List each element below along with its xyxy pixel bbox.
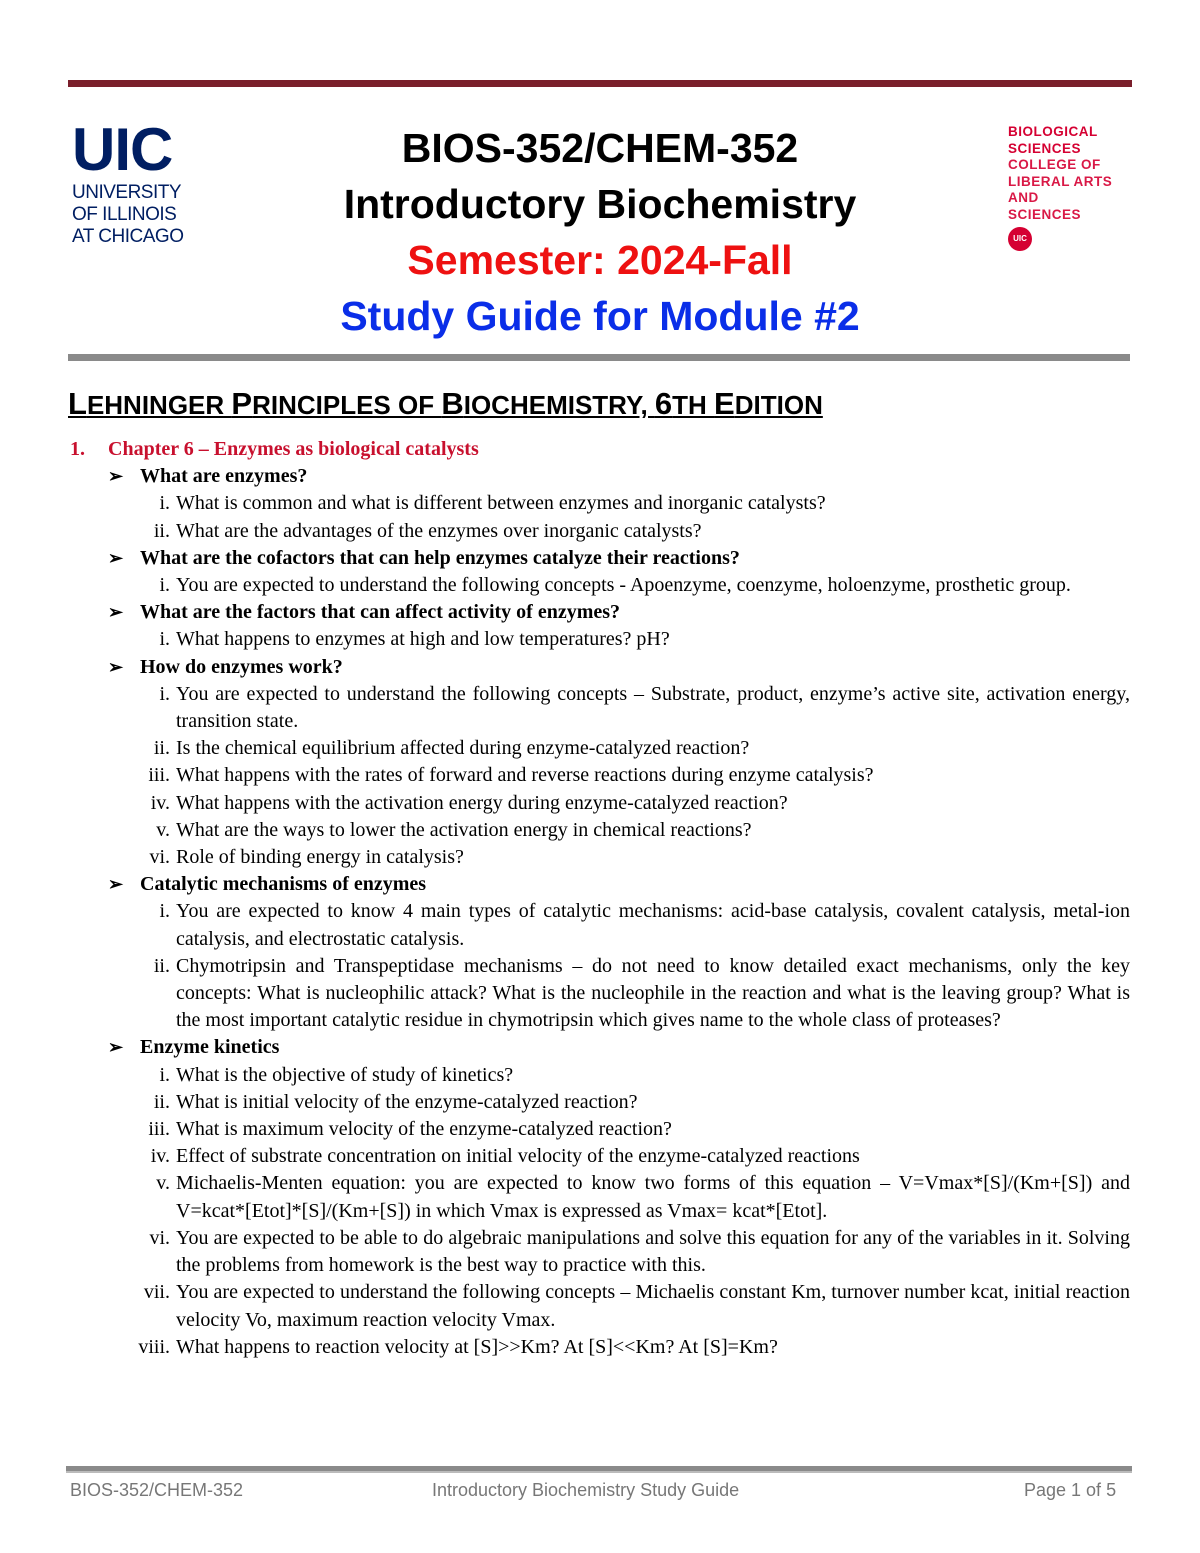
study-guide-content	[68, 436, 1130, 1361]
list-item	[68, 1170, 1130, 1224]
header-rule	[68, 354, 1130, 361]
list-item-numeral: vii.	[143, 1281, 170, 1304]
list-item-numeral: ii.	[153, 954, 170, 977]
page-number: Page 1 of 5	[1024, 1480, 1117, 1500]
list-item-numeral: ii.	[153, 737, 170, 760]
arrow-bullet-icon: ➢	[108, 656, 124, 677]
list-item-numeral: i.	[159, 492, 170, 515]
list-item-numeral: iv.	[150, 791, 170, 814]
uic-logo-mark: UIC	[72, 116, 173, 183]
course-title: Introductory Biochemistry	[343, 181, 857, 227]
section-heading-text: What are the factors that can affect activity of enzymes?	[140, 601, 621, 624]
list-item-numeral: iii.	[148, 1118, 170, 1141]
top-rule	[68, 80, 1132, 87]
list-item-numeral: ii.	[153, 1090, 170, 1113]
list-item-numeral: i.	[159, 682, 170, 705]
list-item	[68, 735, 1130, 762]
list-item	[68, 844, 1130, 871]
book-title-cap: 6	[654, 386, 673, 421]
book-title-rest: DITION	[734, 390, 823, 420]
section-heading	[68, 871, 1130, 898]
book-title-rest: EHNINGER	[86, 390, 232, 420]
list-item	[68, 1062, 1130, 1089]
list-item-text: What are the advantages of the enzymes over inorganic catalysts?	[176, 519, 702, 542]
arrow-bullet-icon: ➢	[108, 547, 124, 568]
list-item-text: What is common and what is different between enzymes and inorganic catalysts?	[176, 492, 826, 515]
arrow-bullet-icon: ➢	[108, 1037, 124, 1058]
list-item-numeral: i.	[159, 628, 170, 651]
list-item-numeral: ii.	[153, 519, 170, 542]
list-item-text: What is the objective of study of kinetics?	[176, 1063, 514, 1086]
section-heading	[68, 654, 1130, 681]
list-item	[68, 1279, 1130, 1333]
section-heading-text: How do enzymes work?	[140, 655, 343, 678]
book-title-rest: IOCHEMISTRY,	[463, 390, 655, 420]
footer-rule	[66, 1466, 1132, 1473]
book-title-cap: B	[441, 386, 464, 421]
chapter-title: Chapter 6 – Enzymes as biological catalysts	[108, 438, 479, 460]
list-item-text: What are the ways to lower the activation energy in chemical reactions?	[176, 818, 752, 841]
list-item-numeral: i.	[159, 574, 170, 597]
list-item	[68, 572, 1130, 599]
list-item	[68, 1225, 1130, 1279]
list-item-text: You are expected to be able to do algebraic manipulations and solve this equation for any of the variables in it. Solving the problems from homework is the best way to practice with this.	[176, 1226, 1130, 1277]
course-code: BIOS-352/CHEM-352	[401, 125, 799, 171]
list-item-text: What happens to enzymes at high and low temperatures? pH?	[176, 628, 670, 651]
section-heading-text: What are the cofactors that can help enzymes catalyze their reactions?	[140, 546, 740, 569]
list-item-text: You are expected to understand the following concepts - Apoenzyme, coenzyme, holoenzyme, prosthetic group.	[176, 574, 1071, 597]
list-item-numeral: vi.	[149, 846, 170, 869]
list-item-numeral: i.	[159, 900, 170, 923]
semester: Semester: 2024-Fall	[407, 237, 793, 283]
book-title-cap: P	[231, 386, 253, 421]
section-heading-text: What are enzymes?	[140, 465, 308, 488]
list-item-text: You are expected to know 4 main types of catalytic mechanisms: acid-base catalysis, covalent catalysis, metal-ion catalysis, and electrostatic catalysis.	[176, 900, 1130, 950]
list-item-numeral: iv.	[150, 1145, 170, 1168]
logo-text-line: LIBERAL ARTS	[1008, 173, 1113, 189]
list-item-text: Michaelis-Menten equation: you are expected to know two forms of this equation – V=Vmax*[S]/(Km+[S]) and V=kcat*[Etot]*[S]/(Km+[S]) in which Vmax is expressed as Vmax= kcat*[Etot].	[176, 1172, 1130, 1222]
book-title-cap: E	[714, 386, 735, 421]
uic-logo-line3: AT CHICAGO	[72, 226, 184, 247]
book-title-rest: TH	[672, 390, 715, 420]
arrow-bullet-icon: ➢	[108, 602, 124, 623]
uic-logo-line2: OF ILLINOIS	[72, 204, 177, 225]
list-item	[68, 762, 1130, 789]
chapter-number: 1.	[70, 438, 85, 460]
list-item	[68, 1143, 1130, 1170]
uic-badge-icon: UIC	[1008, 227, 1032, 251]
list-item	[68, 817, 1130, 844]
arrow-bullet-icon: ➢	[108, 466, 124, 487]
logo-text-line: AND	[1008, 190, 1039, 205]
list-item-numeral: v.	[156, 1172, 170, 1195]
footer-center: Introductory Biochemistry Study Guide	[432, 1480, 740, 1500]
section-heading	[68, 1034, 1130, 1061]
list-item-numeral: vi.	[149, 1226, 170, 1249]
list-item-numeral: iii.	[148, 764, 170, 787]
list-item-text: What happens with the rates of forward and reverse reactions during enzyme catalysis?	[176, 764, 874, 787]
section-heading	[68, 463, 1130, 490]
list-item-text: Chymotripsin and Transpeptidase mechanisms – do not need to know detailed exact mechanisms, only the key concepts: What is nucleophilic attack? What is the nucleophile in the reaction and what is the leaving group? What is the most important catalytic residue in chymotripsin which gives name to the whole class of proteases?	[176, 954, 1130, 1032]
list-item-numeral: v.	[156, 818, 170, 841]
list-item-text: You are expected to understand the following concepts – Substrate, product, enzyme’s active site, activation energy, transition state.	[176, 682, 1130, 733]
list-item-text: What is initial velocity of the enzyme-catalyzed reaction?	[176, 1090, 638, 1113]
uic-logo-line1: UNIVERSITY	[72, 182, 182, 203]
list-item	[68, 626, 1130, 653]
list-item	[68, 1116, 1130, 1143]
guide-title: Study Guide for Module #2	[340, 293, 860, 339]
list-item-text: Is the chemical equilibrium affected during enzyme-catalyzed reaction?	[176, 737, 750, 760]
section-heading-text: Catalytic mechanisms of enzymes	[140, 873, 427, 896]
list-item-text: What is maximum velocity of the enzyme-catalyzed reaction?	[176, 1118, 672, 1141]
section-heading	[68, 545, 1130, 572]
logo-text-line: SCIENCES	[1008, 206, 1082, 222]
list-item-numeral: i.	[159, 1063, 170, 1086]
chapter-heading	[68, 436, 1130, 463]
list-item-text: Role of binding energy in catalysis?	[176, 846, 464, 869]
list-item	[68, 1089, 1130, 1116]
list-item	[68, 898, 1130, 952]
section-heading-text: Enzyme kinetics	[140, 1036, 280, 1059]
list-item	[68, 681, 1130, 735]
list-item	[68, 518, 1130, 545]
book-title-cap: L	[68, 386, 87, 421]
logo-text-line: BIOLOGICAL	[1008, 124, 1098, 139]
book-title	[68, 384, 823, 425]
biological-sciences-logo	[1008, 124, 1158, 251]
logo-text-line: SCIENCES	[1008, 140, 1082, 156]
list-item-text: What happens to reaction velocity at [S]>>Km? At [S]<<Km? At [S]=Km?	[176, 1335, 778, 1358]
list-item-text: What happens with the activation energy during enzyme-catalyzed reaction?	[176, 791, 788, 814]
arrow-bullet-icon: ➢	[108, 874, 124, 895]
list-item	[68, 953, 1130, 1035]
uic-logo	[72, 116, 212, 260]
list-item	[68, 1334, 1130, 1361]
section-heading	[68, 599, 1130, 626]
list-item-numeral: viii.	[138, 1335, 170, 1358]
document-header	[250, 120, 950, 344]
book-title-rest: RINCIPLES OF	[252, 390, 442, 420]
list-item	[68, 790, 1130, 817]
list-item-text: You are expected to understand the following concepts – Michaelis constant Km, turnover number kcat, initial reaction velocity Vo, maximum reaction velocity Vmax.	[176, 1281, 1130, 1331]
footer-left: BIOS-352/CHEM-352	[70, 1480, 244, 1500]
list-item	[68, 490, 1130, 517]
list-item-text: Effect of substrate concentration on initial velocity of the enzyme-catalyzed reactions	[176, 1145, 860, 1168]
logo-text-line: COLLEGE OF	[1008, 157, 1101, 172]
